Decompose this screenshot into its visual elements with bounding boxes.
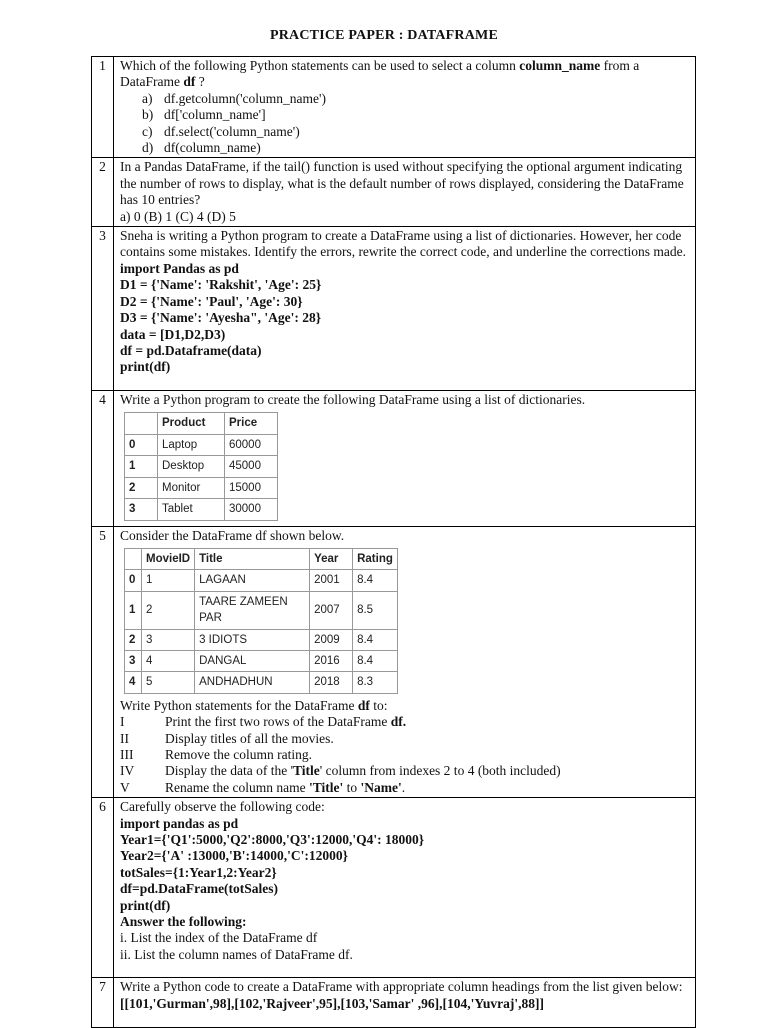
- question-number: 4: [92, 391, 114, 526]
- code-line: df=pd.DataFrame(totSales): [120, 881, 279, 897]
- question-row: [92, 158, 696, 227]
- sub-question: IV Display the data of the 'Title' column from indexes 2 to 4 (both included): [120, 763, 561, 779]
- product-dataframe-table: [124, 412, 278, 520]
- question-text: Write a Python code to create a DataFrame with appropriate column headings from the list given below:: [120, 979, 683, 995]
- code-line: data = [D1,D2,D3): [120, 326, 226, 342]
- code-line: df = pd.Dataframe(data): [120, 342, 262, 358]
- column-header: Rating: [353, 548, 398, 569]
- question-number: 1: [92, 57, 114, 158]
- options-line: a) 0 (B) 1 (C) 4 (D) 5: [120, 208, 236, 224]
- question-body: [114, 57, 696, 158]
- table-row: 0 Laptop 60000: [125, 434, 278, 455]
- code-line: Year1={'Q1':5000,'Q2':8000,'Q3':12000,'Q4': 18000}: [120, 832, 425, 847]
- question-text: Carefully observe the following code:: [120, 799, 325, 815]
- sub-question: I Print the first two rows of the DataFrame df.: [120, 714, 407, 730]
- column-header: Year: [310, 548, 353, 569]
- code-line: print(df): [120, 897, 171, 913]
- question-table: [91, 56, 696, 1028]
- question-row: [92, 391, 696, 526]
- question-body: [114, 391, 696, 526]
- option-item: c) df.select('column_name'): [142, 123, 300, 139]
- question-number: 7: [92, 978, 114, 1028]
- question-text: Consider the DataFrame df shown below.: [120, 527, 345, 543]
- table-row: 2 3 3 IDIOTS 2009 8.4: [125, 629, 398, 650]
- question-text: In a Pandas DataFrame, if the tail() function is used without specifying the optional argument indicating the number of rows to display, what is the default number of rows displayed, considering the DataFrame has 10 entries?: [120, 159, 684, 208]
- sub-question: i. List the index of the DataFrame df: [120, 930, 318, 946]
- code-line: [[101,'Gurman',98],[102,'Rajveer',95],[103,'Samar' ,96],[104,'Yuvraj',88]]: [120, 995, 544, 1011]
- question-text: Which of the following Python statements can be used to select a column column_name from a DataFrame df ?: [120, 58, 640, 90]
- answer-heading: Answer the following:: [120, 914, 247, 930]
- instruction-text: Write Python statements for the DataFrame df to:: [120, 697, 388, 713]
- table-row: 1 2 TAARE ZAMEEN PAR 2007 8.5: [125, 591, 398, 629]
- table-row: 3 Tablet 30000: [125, 499, 278, 520]
- question-body: [114, 526, 696, 798]
- question-body: [114, 158, 696, 227]
- question-body: [114, 798, 696, 978]
- question-number: 3: [92, 227, 114, 391]
- question-number: 2: [92, 158, 114, 227]
- column-header: Product: [158, 413, 225, 434]
- table-row: 4 5 ANDHADHUN 2018 8.3: [125, 672, 398, 693]
- table-header-row: [125, 413, 278, 434]
- code-line: print(df): [120, 359, 171, 375]
- sub-question: V Rename the column name 'Title' to 'Name'.: [120, 779, 406, 795]
- movie-dataframe-table: [124, 548, 398, 694]
- question-number: 5: [92, 526, 114, 798]
- question-body: [114, 978, 696, 1028]
- table-row: 1 Desktop 45000: [125, 456, 278, 477]
- sub-question: ii. List the column names of DataFrame df.: [120, 946, 353, 962]
- question-row: [92, 526, 696, 798]
- column-header: Title: [195, 548, 310, 569]
- table-row: 2 Monitor 15000: [125, 477, 278, 498]
- column-header: Price: [225, 413, 278, 434]
- option-item: d) df(column_name): [142, 140, 261, 156]
- question-number: 6: [92, 798, 114, 978]
- page-title: PRACTICE PAPER : DATAFRAME: [269, 28, 499, 43]
- column-header: MovieID: [142, 548, 195, 569]
- question-row: [92, 227, 696, 391]
- question-row: [92, 798, 696, 978]
- sub-question: III Remove the column rating.: [120, 746, 312, 762]
- code-line: import Pandas as pd: [120, 260, 239, 276]
- code-line: D2 = {'Name': 'Paul', 'Age': 30}: [120, 293, 303, 309]
- table-header-row: [125, 548, 398, 569]
- question-body: [114, 227, 696, 391]
- question-text: Sneha is writing a Python program to create a DataFrame using a list of dictionaries. However, her code contains some mistakes. Identify the errors, rewrite the correct code, and underline the corrections made.: [120, 228, 687, 260]
- code-line: totSales={1:Year1,2:Year2}: [120, 864, 277, 880]
- code-line: D3 = {'Name': 'Ayesha", 'Age': 28}: [120, 310, 322, 326]
- question-row: [92, 978, 696, 1028]
- code-line: Year2={'A' :13000,'B':14000,'C':12000}: [120, 848, 348, 864]
- option-item: b) df['column_name']: [142, 107, 266, 123]
- code-line: import pandas as pd: [120, 815, 239, 831]
- question-row: [92, 57, 696, 158]
- code-line: D1 = {'Name': 'Rakshit', 'Age': 25}: [120, 277, 322, 293]
- table-row: 0 1 LAGAAN 2001 8.4: [125, 570, 398, 591]
- sub-question: II Display titles of all the movies.: [120, 730, 334, 746]
- option-item: a) df.getcolumn('column_name'): [142, 90, 326, 106]
- table-row: 3 4 DANGAL 2016 8.4: [125, 650, 398, 671]
- question-text: Write a Python program to create the following DataFrame using a list of dictionaries.: [120, 392, 586, 408]
